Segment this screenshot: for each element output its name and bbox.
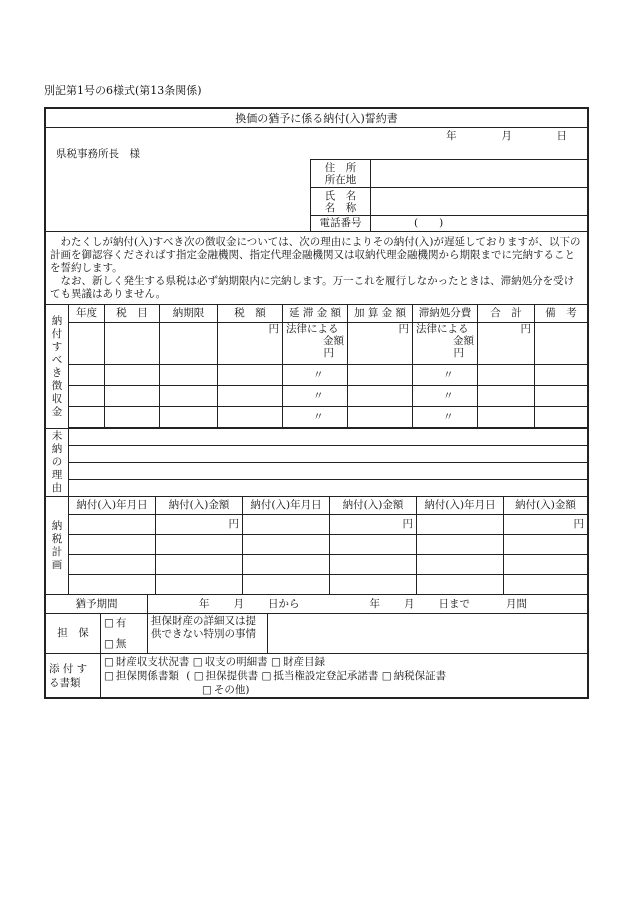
plan-cell[interactable] bbox=[504, 575, 588, 595]
name-field[interactable] bbox=[371, 188, 588, 216]
attach-collateral-offer[interactable]: □ 担保提供書 bbox=[194, 670, 258, 682]
cell[interactable] bbox=[218, 407, 283, 428]
cell[interactable] bbox=[478, 365, 535, 386]
plan-cell[interactable] bbox=[504, 555, 588, 575]
cell-remarks[interactable] bbox=[535, 323, 588, 365]
plan-amount-cell[interactable]: 円 bbox=[504, 515, 588, 535]
attach-mortgage-consent[interactable]: □ 抵当権設定登記承諾書 bbox=[261, 670, 378, 682]
form-title: 換価の猶予に係る納付(入)誓約書 bbox=[46, 109, 588, 128]
cell-total[interactable]: 円 bbox=[478, 323, 535, 365]
addressee: 県税事務所長 様 bbox=[56, 148, 140, 160]
attach-tax-guarantee[interactable]: □ 納税保証書 bbox=[382, 670, 446, 682]
plan-date-cell[interactable] bbox=[243, 515, 330, 535]
plan-cell[interactable] bbox=[330, 575, 417, 595]
pledge-text-1: わたくしが納付(入)すべき次の徴収金については、次の理由によりその納付(入)が遅延しておりますが、以下の計画を御認容くださればす指定金融機関、指定代理金融機関又は収納代理金融機関から期限までに完納することを誓約します。 bbox=[50, 236, 581, 274]
pledge-text-2: なお、新しく発生する県税は必ず納期限内に完納します。万一これを履行しなかったときは、滞納処分を受けても異議はありません。 bbox=[50, 275, 575, 300]
plan-amount-header: 納付(入)金額 bbox=[504, 497, 588, 515]
plan-cell[interactable] bbox=[69, 575, 156, 595]
payment-plan-table bbox=[45, 496, 588, 595]
plan-cell[interactable] bbox=[156, 535, 243, 555]
reason-line[interactable] bbox=[69, 429, 588, 446]
plan-cell[interactable] bbox=[243, 555, 330, 575]
name-label-1: 氏 名 bbox=[324, 189, 357, 202]
header-year: 年度 bbox=[69, 305, 105, 323]
cell[interactable] bbox=[105, 407, 160, 428]
header-remarks: 備 考 bbox=[535, 305, 588, 323]
date-line[interactable] bbox=[446, 130, 567, 143]
plan-cell[interactable] bbox=[243, 575, 330, 595]
plan-cell[interactable] bbox=[69, 555, 156, 575]
cell-disposal-fee[interactable]: 法律による 金額 円 bbox=[413, 323, 478, 365]
cell[interactable] bbox=[160, 386, 218, 407]
collateral-detail-label: 担保財産の詳細又は提供できない特別の事情 bbox=[148, 614, 268, 654]
plan-cell[interactable] bbox=[417, 535, 504, 555]
cell[interactable] bbox=[160, 365, 218, 386]
cell[interactable] bbox=[160, 407, 218, 428]
cell[interactable] bbox=[69, 365, 105, 386]
header-tax-item: 税 目 bbox=[105, 305, 160, 323]
form-reference: 別記第1号の6様式(第13条関係) bbox=[44, 84, 202, 97]
cell-ditto[interactable]: 〃 bbox=[283, 386, 348, 407]
phone-field[interactable] bbox=[371, 216, 588, 232]
address-label-1: 住 所 bbox=[324, 161, 357, 174]
plan-date-cell[interactable] bbox=[417, 515, 504, 535]
cell[interactable] bbox=[348, 386, 413, 407]
phone-parens: ( ) bbox=[414, 217, 444, 229]
cell-tax-item[interactable] bbox=[105, 323, 160, 365]
cell-ditto[interactable]: 〃 bbox=[283, 365, 348, 386]
cell[interactable] bbox=[69, 407, 105, 428]
plan-date-header: 納付(入)年月日 bbox=[417, 497, 504, 515]
attachments-label: 添 付 す る書類 bbox=[46, 654, 101, 698]
header-tax-amount: 税 額 bbox=[218, 305, 283, 323]
cell-additional[interactable]: 円 bbox=[348, 323, 413, 365]
plan-cell[interactable] bbox=[243, 535, 330, 555]
cell[interactable] bbox=[218, 365, 283, 386]
attach-other[interactable]: □ その他) bbox=[202, 684, 250, 696]
attach-collateral-docs[interactable]: □ 担保関係書類 bbox=[104, 670, 179, 682]
plan-cell[interactable] bbox=[417, 575, 504, 595]
pledge-form bbox=[44, 107, 589, 699]
phone-label: 電話番号 bbox=[311, 216, 371, 232]
plan-amount-cell[interactable]: 円 bbox=[330, 515, 417, 535]
reason-line[interactable] bbox=[69, 480, 588, 497]
plan-cell[interactable] bbox=[156, 555, 243, 575]
cell[interactable] bbox=[218, 386, 283, 407]
collateral-no-checkbox[interactable]: □ 無 bbox=[104, 638, 144, 651]
header-delinquency: 延 滞 金 額 bbox=[283, 305, 348, 323]
plan-amount-header: 納付(入)金額 bbox=[156, 497, 243, 515]
address-field[interactable] bbox=[371, 160, 588, 188]
plan-cell[interactable] bbox=[504, 535, 588, 555]
cell[interactable] bbox=[105, 365, 160, 386]
plan-date-header: 納付(入)年月日 bbox=[69, 497, 156, 515]
cell-ditto[interactable]: 〃 bbox=[413, 386, 478, 407]
grace-period-field[interactable]: 年 月 日から 年 月 日まで 月間 bbox=[148, 595, 588, 614]
address-label-2: 所在地 bbox=[324, 173, 357, 186]
tax-side-label: 納 付 す べ き 徴 収 金 bbox=[46, 305, 69, 429]
collateral-yes-checkbox[interactable]: □ 有 bbox=[104, 617, 144, 630]
plan-side-label: 納 税 計 画 bbox=[46, 497, 69, 595]
cell[interactable] bbox=[348, 407, 413, 428]
bottom-table: 猶予期間 年 月 日から 年 月 日まで 月間 担 保 □ 有 □ 無 担保財産の詳細又は提供できない特別の事情 添 付 す る書類 □ 財産収支状況書 □ 収支の明細書 □ 財産目録 □ 担保関係書類 ( □ 担保提供書 □ 抵当権設定登記承諾書 □ 納税保証書 □ その他) bbox=[45, 594, 588, 698]
date-year: 年 bbox=[446, 130, 457, 142]
header-total: 合 計 bbox=[478, 305, 535, 323]
tax-table bbox=[45, 304, 588, 497]
cell[interactable] bbox=[348, 365, 413, 386]
plan-amount-cell[interactable]: 円 bbox=[156, 515, 243, 535]
attach-income-detail[interactable]: □ 収支の明細書 bbox=[193, 656, 268, 668]
cell-ditto[interactable]: 〃 bbox=[283, 407, 348, 428]
cell[interactable] bbox=[478, 407, 535, 428]
plan-cell[interactable] bbox=[417, 555, 504, 575]
cell[interactable] bbox=[69, 386, 105, 407]
header-table bbox=[45, 108, 588, 305]
cell-year[interactable] bbox=[69, 323, 105, 365]
date-day: 日 bbox=[556, 130, 567, 142]
date-month: 月 bbox=[501, 130, 512, 142]
header-disposal-fee: 滞納処分費 bbox=[413, 305, 478, 323]
plan-cell[interactable] bbox=[330, 535, 417, 555]
attach-property-list[interactable]: □ 財産目録 bbox=[271, 656, 325, 668]
collateral-label: 担 保 bbox=[46, 614, 101, 654]
cell-ditto[interactable]: 〃 bbox=[413, 407, 478, 428]
plan-date-header: 納付(入)年月日 bbox=[243, 497, 330, 515]
cell[interactable] bbox=[535, 365, 588, 386]
plan-date-cell[interactable] bbox=[69, 515, 156, 535]
reason-line[interactable] bbox=[69, 463, 588, 480]
cell-delinquency[interactable]: 法律による 金額 円 bbox=[283, 323, 348, 365]
cell[interactable] bbox=[478, 386, 535, 407]
cell-ditto[interactable]: 〃 bbox=[413, 365, 478, 386]
reason-line[interactable] bbox=[69, 446, 588, 463]
plan-cell[interactable] bbox=[330, 555, 417, 575]
name-label-2: 名 称 bbox=[324, 201, 357, 214]
attach-financial-status[interactable]: □ 財産収支状況書 bbox=[104, 656, 189, 668]
cell-tax-amount[interactable]: 円 bbox=[218, 323, 283, 365]
collateral-detail-field[interactable] bbox=[268, 614, 588, 654]
plan-cell[interactable] bbox=[156, 575, 243, 595]
reason-side-label: 未 納 の 理 由 bbox=[46, 429, 69, 497]
cell-due-date[interactable] bbox=[160, 323, 218, 365]
header-additional: 加 算 金 額 bbox=[348, 305, 413, 323]
cell[interactable] bbox=[535, 407, 588, 428]
cell[interactable] bbox=[535, 386, 588, 407]
header-due-date: 納期限 bbox=[160, 305, 218, 323]
plan-cell[interactable] bbox=[69, 535, 156, 555]
plan-amount-header: 納付(入)金額 bbox=[330, 497, 417, 515]
grace-label: 猶予期間 bbox=[46, 595, 148, 614]
cell[interactable] bbox=[105, 386, 160, 407]
